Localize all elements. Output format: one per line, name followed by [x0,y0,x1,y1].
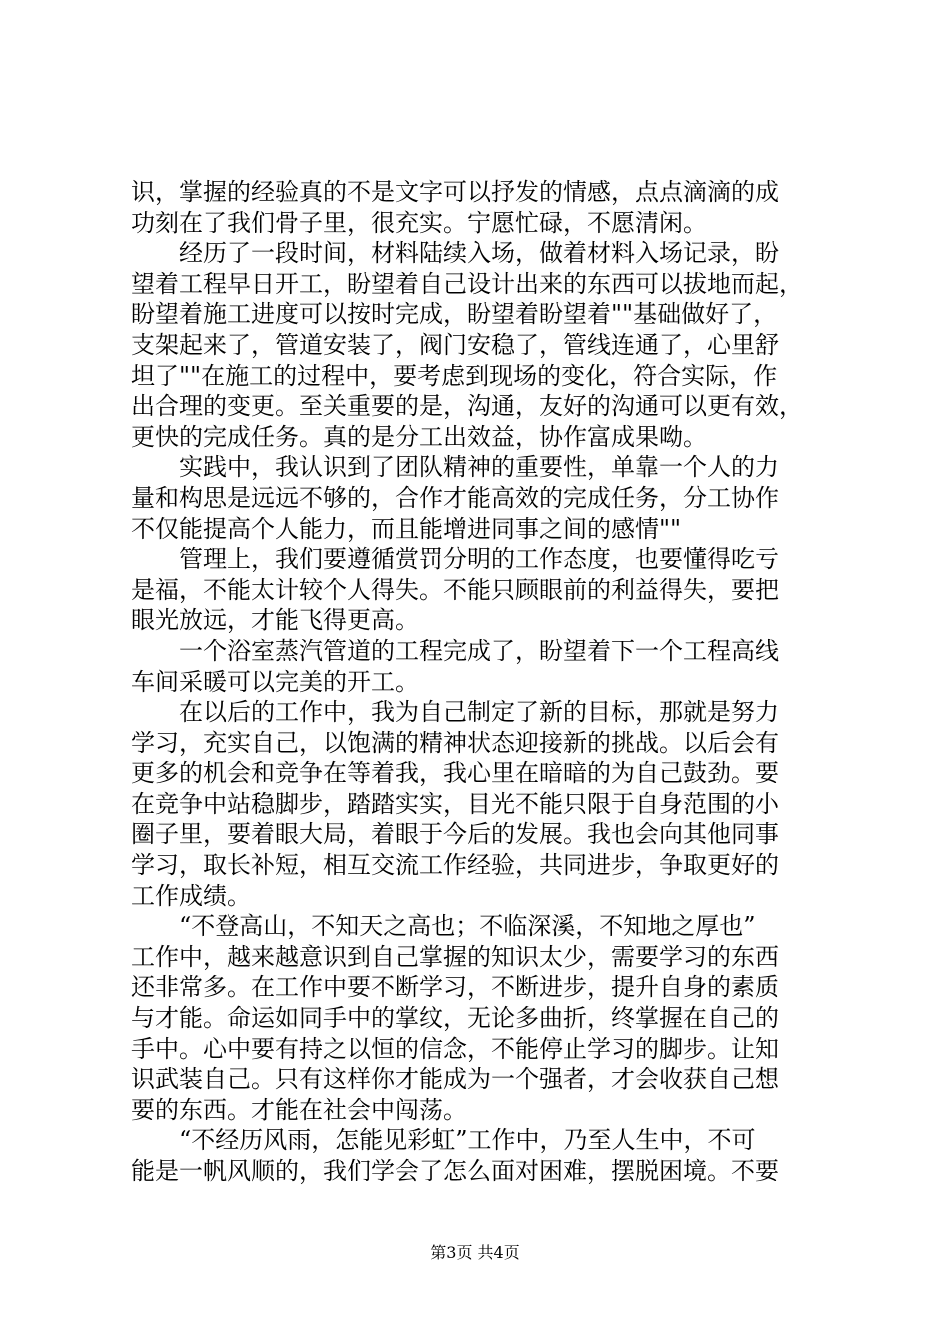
text-line: 更多的机会和竞争在等着我，我心里在暗暗的为自己鼓劲。要 [131,759,779,788]
text-line: 识，掌握的经验真的不是文字可以抒发的情感，点点滴滴的成 [131,178,779,206]
text-line: “不登高山，不知天之高也；不临深溪，不知地之厚也” [131,912,756,941]
text-line: 更快的完成任务。真的是分工出效益，协作富成果呦。 [131,422,707,451]
text-line: 学习，取长补短，相互交流工作经验，共同进步，争取更好的 [131,851,779,880]
text-line: 是福，不能太计较个人得失。不能只顾眼前的利益得失，要把 [131,575,779,604]
text-line: 功刻在了我们骨子里，很充实。宁愿忙碌，不愿清闲。 [131,208,707,237]
text-line: 工作成绩。 [131,881,251,910]
text-line: 盼望着施工进度可以按时完成，盼望着盼望着""基础做好了， [131,300,778,329]
text-line: 一个浴室蒸汽管道的工程完成了，盼望着下一个工程高线 [131,636,779,665]
text-line: 量和构思是远远不够的，合作才能高效的完成任务，分工协作 [131,483,779,512]
text-line: 在以后的工作中，我为自己制定了新的目标，那就是努力 [131,698,779,727]
text-line: 手中。心中要有持之以恒的信念，不能停止学习的脚步。让知 [131,1034,779,1063]
text-line: 要的东西。才能在社会中闯荡。 [131,1095,467,1124]
page-footer: 第3页 共4页 [430,1243,520,1262]
text-line: 支架起来了，管道安装了，阀门安稳了，管线连通了，心里舒 [131,330,779,359]
text-line: 不仅能提高个人能力，而且能增进同事之间的感情"" [131,514,682,543]
text-line: 经历了一段时间，材料陆续入场，做着材料入场记录，盼 [131,239,779,268]
text-line: 学习，充实自己，以饱满的精神状态迎接新的挑战。以后会有 [131,728,779,757]
text-line: 能是一帆风顺的，我们学会了怎么面对困难，摆脱困境。不要 [131,1157,779,1185]
text-line: “不经历风雨，怎能见彩虹”工作中，乃至人生中，不可 [131,1126,756,1155]
text-line: 识武装自己。只有这样你才能成为一个强者，才会收获自己想 [131,1065,779,1094]
text-line: 实践中，我认识到了团队精神的重要性，单靠一个人的力 [131,453,779,482]
text-line: 与才能。命运如同手中的掌纹，无论多曲折，终掌握在自己的 [131,1004,779,1033]
text-line: 望着工程早日开工，盼望着自己设计出来的东西可以拔地而起， [131,269,803,298]
text-line: 还非常多。在工作中要不断学习，不断进步，提升自身的素质 [131,973,779,1002]
body-text [131,177,831,1187]
text-line: 管理上，我们要遵循赏罚分明的工作态度，也要懂得吃亏 [131,545,779,574]
text-line: 车间采暖可以完美的开工。 [131,667,419,696]
text-line: 圈子里，要着眼大局，着眼于今后的发展。我也会向其他同事 [131,820,779,849]
text-line: 出合理的变更。至关重要的是，沟通，友好的沟通可以更有效， [131,392,803,421]
text-line: 眼光放远，才能飞得更高。 [131,606,419,635]
text-line: 工作中，越来越意识到自己掌握的知识太少，需要学习的东西 [131,942,779,971]
text-line: 坦了""在施工的过程中，要考虑到现场的变化，符合实际，作 [131,361,778,390]
text-line: 在竞争中站稳脚步，踏踏实实，目光不能只限于自身范围的小 [131,789,779,818]
